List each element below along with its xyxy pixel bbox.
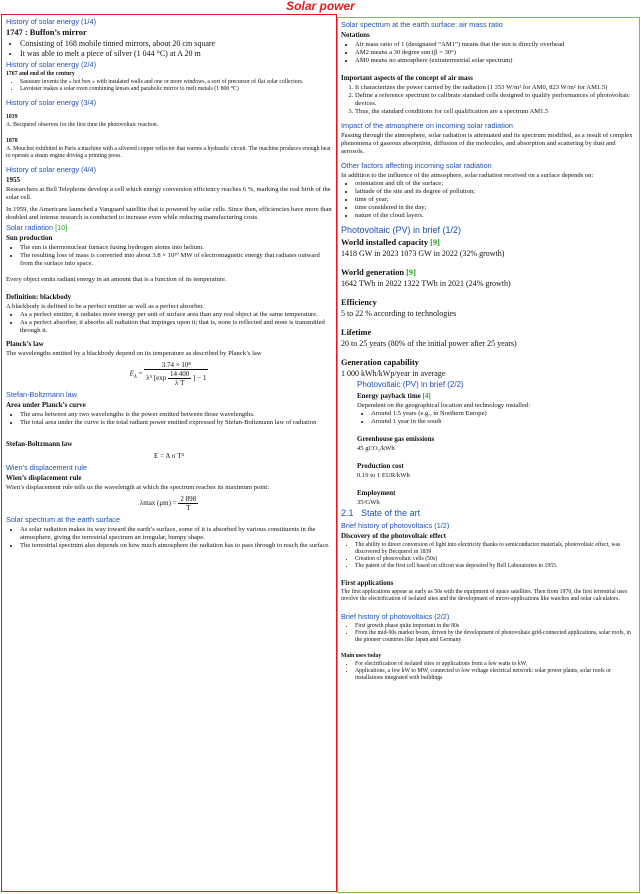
list-item: • orientation and tilt of the surface; bbox=[355, 180, 636, 188]
equation-inner-fraction bbox=[168, 370, 191, 387]
paragraph: The first applications appear as early as 50s with the equipment of space satellites. Then from 1970, the first terrestrial uses involve the electrification of isolated sites and the development of micro-applications like watches and solar calculators. bbox=[341, 589, 628, 602]
section-heading: Wien’s displacement rule bbox=[6, 463, 87, 472]
bullet-list bbox=[6, 526, 332, 550]
right-column bbox=[337, 17, 640, 893]
subheading: Main uses today bbox=[341, 653, 382, 659]
subheading: Sun production bbox=[6, 234, 53, 242]
subheading: 1767 and end of the century bbox=[6, 71, 75, 77]
paragraph: 1 000 kWh/kWp/year in average bbox=[341, 369, 446, 378]
bullet-list bbox=[357, 410, 636, 426]
section-heading: Brief history of photovoltaics (1/2) bbox=[341, 521, 450, 530]
paragraph: A blackbody is defined to be a perfect emitter as well as a perfect absorber. bbox=[6, 303, 204, 310]
year-label: 1878 bbox=[6, 138, 18, 144]
equation-term: − 1 bbox=[197, 374, 207, 383]
bullet-list bbox=[341, 41, 636, 65]
section-heading: Brief history of photovoltaics (2/2) bbox=[341, 612, 450, 621]
paragraph: Passing through the atmosphere, solar radiation is attenuated and its spectrum modified, as a result of complex phenomena of gaseous absorption, diffusion of the molecules, and absorption and scattering by dust and aerosols. bbox=[341, 132, 633, 155]
paragraph: 35/GWh bbox=[357, 499, 380, 506]
list-item: • The total area under the curve is the total radiant power emitted expressed by Stefan-Boltzmann law of radiation bbox=[20, 419, 332, 427]
list-item: • latitude of the site and its degree of pollution; bbox=[355, 188, 636, 196]
section-heading: History of solar energy (3/4) bbox=[6, 98, 97, 107]
paragraph: The wavelengths emitted by a blackbody depend on its temperature as described by Planck’s law bbox=[6, 350, 262, 357]
subheading: Definition: blackbody bbox=[6, 293, 72, 301]
list-item: • First growth phase quite important in the 80s bbox=[355, 623, 636, 630]
bullet-list bbox=[341, 542, 636, 570]
bullet-list bbox=[6, 39, 332, 59]
equation-term: exp bbox=[156, 374, 167, 383]
subheading-text: World installed capacity bbox=[341, 238, 429, 247]
citation: [4] bbox=[422, 392, 431, 400]
section-heading: Solar spectrum at the earth surface bbox=[6, 515, 120, 524]
subheading bbox=[341, 238, 636, 248]
section-heading: Impact of the atmosphere on incoming solar radiation bbox=[341, 121, 513, 130]
section-heading: History of solar energy (1/4) bbox=[6, 17, 97, 26]
list-item: • nature of the cloud layers. bbox=[355, 212, 636, 220]
section-heading: Stefan-Boltzmann law bbox=[6, 390, 77, 399]
list-item: • Air mass ratio of 1 (designated “AM1”) means that the sun is directly overhead bbox=[355, 41, 636, 49]
paragraph: Dependent on the geographical location and technology installed: bbox=[357, 402, 531, 409]
equation-denominator bbox=[144, 370, 208, 387]
list-item: • The area between any two wavelengths is the power emitted between those wavelengths. bbox=[20, 411, 332, 419]
planck-equation bbox=[6, 361, 332, 387]
list-item: • Around 1.5 years (e.g., in Northern Europe) bbox=[371, 410, 636, 418]
list-item: • As solar radiation makes its way toward the earth’s surface, some of it is absorbed by various constituents in the atmosphere, giving the terrestrial spectrum an irregular, bumpy shape. bbox=[20, 526, 332, 542]
paragraph: 5 to 22 % according to technologies bbox=[341, 309, 457, 318]
bullet-list bbox=[6, 244, 332, 268]
paragraph: A. Mouchot exhibited in Paris a machine with a silvered copper reflector that warms a hydraulic circuit. The machine produces enough heat to operate a steam engine driving a printing press. bbox=[6, 146, 331, 159]
year-label: 1955 bbox=[6, 176, 20, 184]
subheading: Efficiency bbox=[341, 298, 377, 307]
paragraph: 1642 TWh in 2022 1322 TWh in 2021 (24% growth) bbox=[341, 279, 511, 288]
subheading: Planck’s law bbox=[6, 340, 44, 348]
list-item: • The ability to direct conversion of light into electricity thanks to semiconductor materials, photovoltaic effect, was discovered by Becquerel in 1839 bbox=[355, 542, 636, 556]
section-heading: History of solar energy (2/4) bbox=[6, 60, 97, 69]
wien-equation bbox=[6, 495, 332, 512]
paragraph: A. Becquerel observes for the first time the photovoltaic reaction. bbox=[6, 122, 159, 128]
paragraph: Every object emits radiant energy in an amount that is a function of its temperature. bbox=[6, 276, 227, 283]
citation: [10] bbox=[55, 223, 68, 232]
citation: [9] bbox=[430, 238, 440, 247]
section-heading: Photovoltaic (PV) in brief (2/2) bbox=[357, 380, 464, 389]
list-item: • Around 1 year in the south bbox=[371, 418, 636, 426]
list-item: 1. It characterizes the power carried by the radiation (1 353 W/m² for AM0, 823 W/m² for AM1.5) bbox=[355, 84, 636, 92]
equation-bracket: ] bbox=[193, 374, 196, 383]
page-title: Solar power bbox=[286, 0, 355, 13]
list-item: • Lavoisier makes a solar oven combining lenses and parabolic mirror to melt metals (1 800 °C) bbox=[20, 86, 332, 93]
bullet-list bbox=[6, 311, 332, 335]
equation-subscript: λ bbox=[133, 374, 137, 380]
subheading: 1747 : Buffon’s mirror bbox=[6, 28, 87, 37]
list-item: • AM2 means a 30 degree sun (β = 30°) bbox=[355, 49, 636, 57]
paragraph: 20 to 25 years (80% of the initial power after 25 years) bbox=[341, 339, 517, 348]
bullet-list bbox=[6, 411, 332, 427]
subheading: Lifetime bbox=[341, 328, 372, 337]
list-item: • As a perfect absorber, it absorbs all radiation that impinges upon it; that is, none is reflected and none is transmitted through it. bbox=[20, 319, 332, 335]
list-item: • It was able to melt a piece of silver (1 044 °C) at A 20 m bbox=[20, 49, 332, 59]
paragraph: Wien’s displacement rule tells us the wavelength at which the spectrum reaches its maximum point: bbox=[6, 484, 270, 491]
subheading: First applications bbox=[341, 579, 394, 587]
subheading: Important aspects of the concept of air mass bbox=[341, 74, 473, 82]
subheading: Generation capability bbox=[341, 358, 419, 367]
subheading-text: World generation bbox=[341, 268, 405, 277]
subheading: Production cost bbox=[357, 462, 404, 470]
paragraph: In 1959, the Americans launched a Vanguard satellite that is powered by solar cells. Since then, efficiencies have more than doubled and intense research is conducted to increase even while reducing manufacturing costs. bbox=[6, 206, 332, 221]
section-heading: History of solar energy (4/4) bbox=[6, 165, 97, 174]
subheading: Discovery of the photovoltaic effect bbox=[341, 532, 446, 540]
section-number: 2.1 bbox=[341, 508, 354, 518]
list-item: 3. Thus, the standard conditions for cell qualification are a spectrum AM1.5 bbox=[355, 108, 636, 116]
list-item: • Consisting of 168 mobile tinned mirrors, about 20 cm square bbox=[20, 39, 332, 49]
section-heading bbox=[6, 223, 332, 232]
subheading: Area under Planck’s curve bbox=[6, 401, 86, 409]
subheading: Employment bbox=[357, 489, 396, 497]
bullet-list bbox=[341, 623, 636, 644]
list-item: • time considered in the day; bbox=[355, 204, 636, 212]
equation-symbol: E bbox=[129, 369, 134, 378]
section-heading bbox=[341, 508, 636, 519]
paragraph: 45 gCO₂/kWh bbox=[357, 445, 395, 452]
pv-brief-2 bbox=[341, 380, 636, 507]
list-item: • The patent of the first cell based on silicon was deposited by Bell Laboratories in 1955. bbox=[355, 563, 636, 570]
subheading bbox=[341, 268, 636, 278]
citation: [9] bbox=[406, 268, 416, 277]
section-heading: Solar spectrum at the earth surface: air mass ratio bbox=[341, 20, 503, 29]
list-item: 2. Define a reference spectrum to calibrate standard cells designed to qualify performances of photovoltaic devices. bbox=[355, 92, 636, 108]
equation-fraction bbox=[178, 495, 198, 512]
list-item: • As a perfect emitter, it radiates more energy per unit of surface area than any real object at the same temperature. bbox=[20, 311, 332, 319]
list-item: • From the mid-90s market boom, driven by the development of photovoltaic grid-connected applications, solar roofs, in the pioneer countries like Japan and Germany bbox=[355, 630, 636, 644]
equation-term: λmax (μm) = bbox=[139, 499, 177, 508]
numbered-list bbox=[341, 84, 636, 116]
equation-numerator: 2 898 bbox=[180, 495, 197, 503]
subheading: Greenhouse gas emissions bbox=[357, 435, 435, 443]
section-heading: Photovoltaic (PV) in brief (1/2) bbox=[341, 225, 462, 235]
paragraph: Researchers at Bell Telephone develop a cell which energy conversion efficiency reaches 6 %, marking the real birth of the solar cell. bbox=[6, 186, 331, 201]
bullet-list bbox=[341, 661, 636, 682]
equation-numerator: 3.74 × 10⁸ bbox=[144, 361, 208, 370]
year-label: 1839 bbox=[6, 114, 18, 120]
list-item: • The sun is thermonuclear furnace fusing hydrogen atoms into helium. bbox=[20, 244, 332, 252]
list-item: • AM0 means no atmosphere (extraterrestrial solar spectrum) bbox=[355, 57, 636, 65]
subheading: Wien’s displacement rule bbox=[6, 474, 82, 482]
bullet-list bbox=[6, 79, 332, 93]
list-item: • Creation of photovoltaic cells (50s) bbox=[355, 556, 636, 563]
subheading: Stefan-Boltzmann law bbox=[6, 440, 73, 448]
equation-fraction bbox=[144, 361, 208, 387]
equation-term: λ⁵ bbox=[146, 374, 153, 383]
subheading-text: Energy payback time bbox=[357, 392, 421, 400]
subheading bbox=[357, 392, 636, 401]
equation-sign: = bbox=[138, 369, 143, 378]
heading-text: State of the art bbox=[361, 508, 421, 518]
equation-denominator: λ T bbox=[174, 379, 185, 387]
list-item: • Saussure invents the « hot box » with insulated walls and one or more windows, a sort of precursor of flat solar collectors. bbox=[20, 79, 332, 86]
list-item: • The resulting loss of mass is converted into about 3.8 × 10²⁰ MW of electromagnetic energy that radiates outward from the surface into space. bbox=[20, 252, 332, 268]
list-item: • For electrification of isolated sites or applications from a few watts to kW, bbox=[355, 661, 636, 668]
subheading: Notations bbox=[341, 31, 370, 39]
list-item: • The terrestrial spectrum also depends on how much atmosphere the radiation has to pass through to reach the surface. bbox=[20, 542, 332, 550]
list-item: • Applications, a few kW to MW, connected to low voltage electrical network: solar power plants, solar roofs or installations integrated with buildings bbox=[355, 668, 636, 682]
equation-bracket: [ bbox=[153, 374, 157, 383]
paragraph: In addition to the influence of the atmosphere, solar radiation received on a surface depends on: bbox=[341, 172, 594, 179]
bullet-list bbox=[341, 180, 636, 220]
paragraph: 0.19 to 1 EUR/kWh bbox=[357, 472, 410, 479]
equation-denominator: T bbox=[186, 504, 191, 512]
paragraph: 1418 GW in 2023 1073 GW in 2022 (32% growth) bbox=[341, 249, 505, 258]
left-column bbox=[1, 14, 337, 892]
stefan-boltzmann-equation: E = A σ T⁴ bbox=[154, 452, 184, 460]
section-heading: Other factors affecting incoming solar radiation bbox=[341, 161, 492, 170]
equation-numerator: 14 400 bbox=[170, 370, 190, 378]
list-item: • time of year; bbox=[355, 196, 636, 204]
heading-text: Solar radiation bbox=[6, 223, 54, 232]
